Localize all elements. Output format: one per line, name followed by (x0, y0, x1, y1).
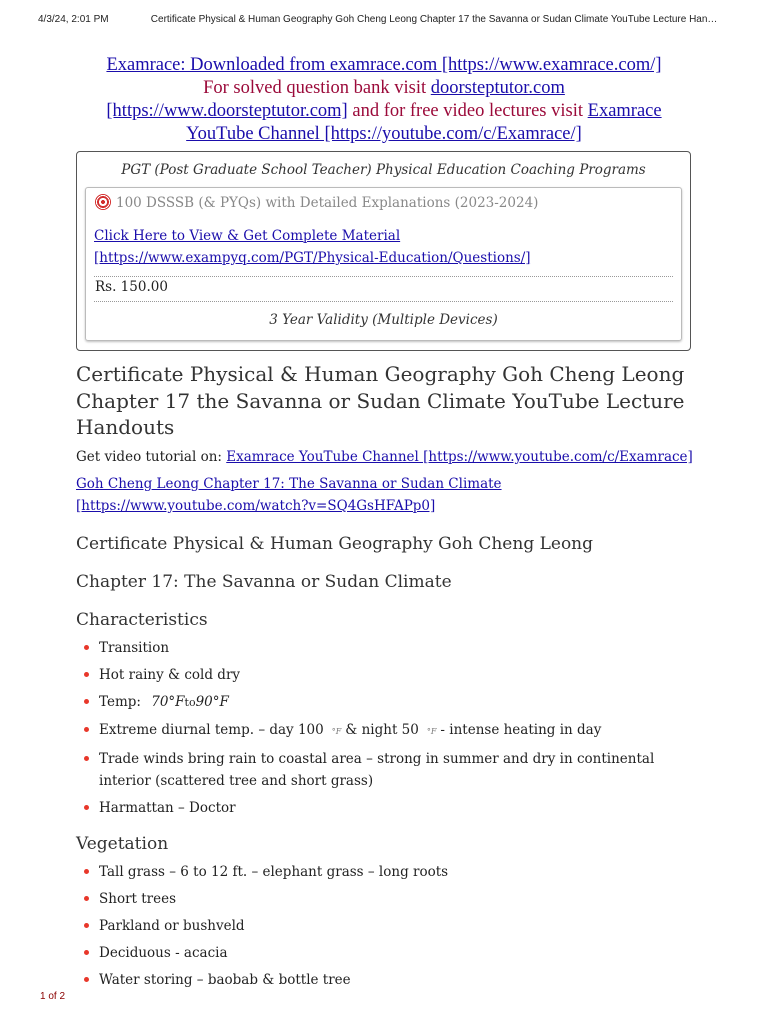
examrace-youtube-link-a[interactable]: Examrace (587, 101, 662, 121)
doorsteptutor-link[interactable]: doorsteptutor.com (430, 78, 565, 98)
list-item: Harmattan – Doctor (76, 797, 686, 819)
product-validity: 3 Year Validity (Multiple Devices) (269, 312, 498, 328)
target-icon (95, 194, 111, 210)
characteristics-heading: Characteristics (76, 610, 208, 630)
promo-text-solved: For solved question bank visit (203, 78, 431, 98)
list-item (76, 719, 686, 743)
product-material-link[interactable]: Click Here to View & Get Complete Material [https://www.exampyq.com/PGT/Physical-Education/Questions/] (94, 228, 531, 266)
product-card (85, 187, 682, 341)
chapter-video-link[interactable]: Goh Cheng Leong Chapter 17: The Savanna or Sudan Climate [https://www.youtube.com/watch?v=SQ4GsHFAPp0] (76, 476, 502, 514)
examrace-download-link[interactable]: Examrace: Downloaded from examrace.com [https://www.examrace.com/] (106, 55, 662, 75)
fahrenheit-unit: °F (426, 727, 437, 736)
examrace-youtube-link-b[interactable]: YouTube Channel [https://youtube.com/c/Examrace/] (186, 124, 582, 144)
chapter-heading: Chapter 17: The Savanna or Sudan Climate (76, 572, 452, 592)
promo-banner (76, 54, 692, 146)
product-title-row (95, 194, 538, 211)
video-tutorial-label: Get video tutorial on: (76, 449, 227, 465)
print-header (38, 14, 748, 25)
list-item: Water storing – baobab & bottle tree (76, 969, 686, 991)
article-title: Certificate Physical & Human Geography Goh Cheng Leong Chapter 17 the Savanna or Sudan Climate YouTube Lecture Handouts (76, 362, 685, 439)
print-datetime: 4/3/24, 2:01 PM (38, 14, 109, 25)
list-item (76, 691, 686, 714)
list-item: Tall grass – 6 to 12 ft. – elephant grass – long roots (76, 861, 686, 883)
fahrenheit-unit: °F (331, 727, 342, 736)
list-item: Deciduous - acacia (76, 942, 686, 964)
list-item: Hot rainy & cold dry (76, 664, 686, 686)
coaching-program-caption: PGT (Post Graduate School Teacher) Physical Education Coaching Programs (121, 162, 646, 178)
temp-high: 90°F (195, 694, 229, 710)
characteristics-list (76, 637, 686, 819)
promo-text-video: and for free video lectures visit (347, 101, 588, 121)
divider (94, 276, 673, 277)
list-item: Transition (76, 637, 686, 659)
video-tutorial-line (76, 446, 696, 468)
diurnal-night: & night 50 (345, 722, 419, 738)
diurnal-day: Extreme diurnal temp. – day 100 (99, 722, 324, 738)
page-counter: 1 of 2 (40, 991, 66, 1002)
list-item: Parkland or bushveld (76, 915, 686, 937)
list-item: Trade winds bring rain to coastal area – strong in summer and dry in continental interior (scattered tree and short grass) (76, 748, 686, 792)
article-subtitle: Certificate Physical & Human Geography Goh Cheng Leong (76, 534, 594, 554)
divider (94, 301, 673, 302)
coaching-program-box (76, 151, 691, 351)
list-item: Short trees (76, 888, 686, 910)
temp-low: 70°F (151, 694, 185, 710)
doorsteptutor-url-link[interactable]: [https://www.doorsteptutor.com] (106, 101, 348, 121)
temp-label: Temp: (99, 694, 141, 710)
vegetation-heading: Vegetation (76, 834, 169, 854)
print-doc-title: Certificate Physical & Human Geography Goh Cheng Leong Chapter 17 the Savanna or Sudan Climate YouTube Lecture Han… (150, 14, 718, 25)
chapter-video-line (76, 473, 696, 517)
youtube-channel-link[interactable]: Examrace YouTube Channel [https://www.youtube.com/c/Examrace] (226, 449, 693, 465)
diurnal-note: - intense heating in day (440, 722, 602, 738)
product-title: 100 DSSSB (& PYQs) with Detailed Explanations (2023-2024) (116, 195, 539, 211)
product-price: Rs. 150.00 (95, 279, 168, 295)
temp-to: to (184, 696, 196, 709)
vegetation-list (76, 861, 686, 991)
